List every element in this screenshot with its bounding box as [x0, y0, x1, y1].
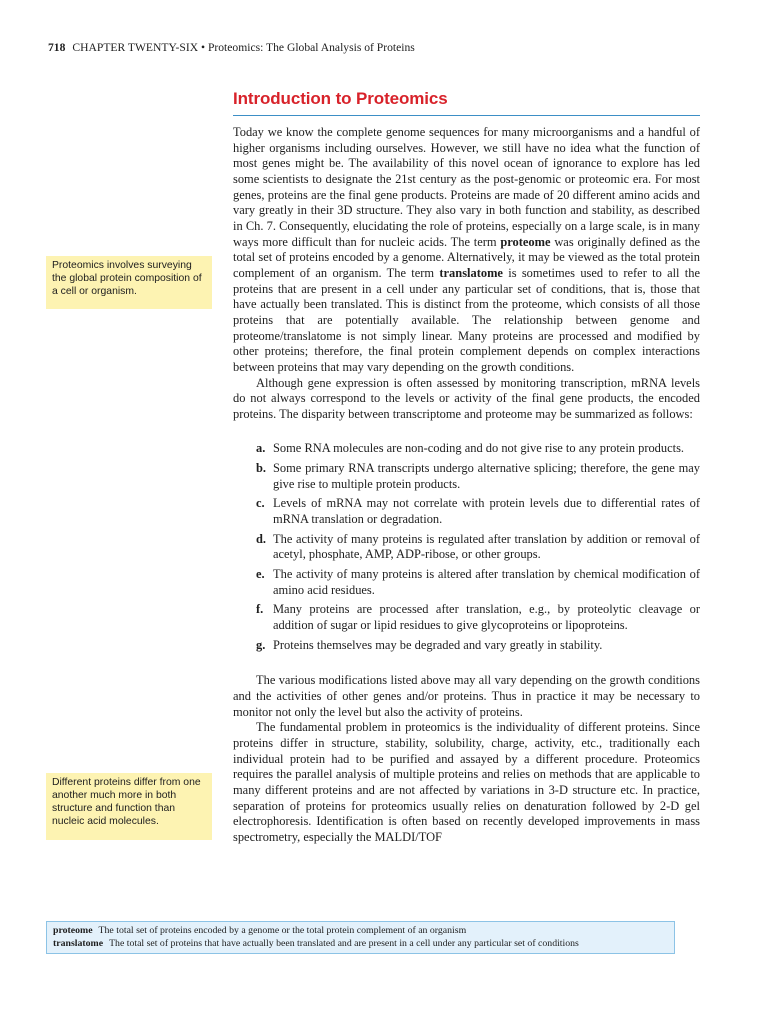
paragraph-2: Although gene expression is often assessed by monitoring transcription, mRNA levels do not always correspond to the levels or activity of the final gene products, the encoded proteins. The disparity between transcriptome and proteome may be summarized as follows: [233, 375, 700, 421]
list-item: g. Proteins themselves may be degraded and vary greatly in stability. [256, 637, 603, 652]
list-item: c. Levels of mRNA may not correlate with protein levels due to differential rates of mRNA translation or degradation. [256, 496, 700, 527]
page-number: 718 [48, 41, 66, 54]
list-item: d. The activity of many proteins is regulated after translation by addition or removal of acetyl, phosphate, AMP, ADP-ribose, or other groups. [256, 531, 700, 562]
title-rule [233, 115, 700, 116]
section-title: Introduction to Proteomics [233, 89, 448, 108]
body-text [233, 125, 700, 846]
running-head-text: CHAPTER TWENTY-SIX • Proteomics: The Global Analysis of Proteins [72, 41, 415, 54]
list-item: a. Some RNA molecules are non-coding and do not give rise to any protein products. [256, 441, 685, 456]
glossary-definition: The total set of proteins that have actually been translated and are present in a cell under any particular set of conditions [109, 937, 579, 949]
list-item: e. The activity of many proteins is altered after translation by chemical modification of amino acid residues. [256, 567, 700, 597]
paragraph-1: Today we know the complete genome sequences for many microorganisms and a handful of higher organisms including ourselves. However, we still have no idea what the function of most genes might be. The availability of this novel ocean of ignorance to explore has led some scientists to designate the 21st century as the post-genomic or proteomic era. For most genes, proteins are the final gene products. Proteins are made of 20 different amino acids and vary greatly in their 3D structure. They also vary in both function and stability, as described in Ch. 7. Consequently, elucidating the role of proteins, especially on a large scale, is in many ways more difficult than for nucleic acids. The term proteome was originally defined as the total set of proteins encoded by a genome. Alternatively, it may be viewed as the total protein complement of an organism. The term translatome is sometimes used to refer to all the proteins that are present in a cell under any particular set of conditions, that is, those that have actually been translated. This is distinct from the proteome, which consists of all those proteins that are potentially available. The relationship between genome and proteome/translatome is not simply linear. Many proteins are processed and modified by other proteins; therefore, the final protein complement depends on complex interactions between proteins that may vary depending on the growth conditions. [233, 125, 700, 374]
glossary-term: proteome [53, 925, 93, 936]
list-item: b. Some primary RNA transcripts undergo alternative splicing; therefore, the gene may give rise to multiple protein products. [256, 461, 700, 491]
term-proteome: proteome [500, 234, 551, 249]
list-item: f. Many proteins are processed after translation, e.g., by proteolytic cleavage or addition of sugar or lipid residues to give glycoproteins or lipoproteins. [256, 602, 700, 633]
glossary-definition: The total set of proteins encoded by a genome or the total protein complement of an organism [98, 925, 467, 936]
running-header [48, 41, 415, 54]
term-translatome: translatome [439, 265, 503, 280]
glossary-row [53, 925, 668, 938]
margin-note-1: Proteomics involves surveying the global protein composition of a cell or organism. [46, 256, 212, 309]
paragraph-4: The fundamental problem in proteomics is the individuality of different proteins. Since proteins differ in structure, stability, solubility, charge, activity, etc., traditionally each individual protein had to be purified and assayed by a different procedure. Proteomics requires the parallel analysis of multiple proteins and relies on methods that are applicable to many different proteins and are not affected by variations in 3-D structure etc. In practice, separation of proteins for proteomics usually relies on denaturation followed by 2-D gel electrophoresis. Identification is often based on recently developed improvements in mass spectrometry, especially the MALDI/TOF [233, 720, 700, 844]
disparity-list [233, 441, 700, 653]
glossary-box [46, 921, 675, 954]
paragraph-3: The various modifications listed above may all vary depending on the growth conditions and the activities of other genes and/or proteins. Thus in practice it may be necessary to monitor not only the level but also the activity of proteins. [233, 673, 700, 719]
margin-note-2: Different proteins differ from one another much more in both structure and function than nucleic acid molecules. [46, 773, 212, 840]
glossary-row [53, 938, 668, 951]
glossary-term: translatome [53, 937, 104, 949]
